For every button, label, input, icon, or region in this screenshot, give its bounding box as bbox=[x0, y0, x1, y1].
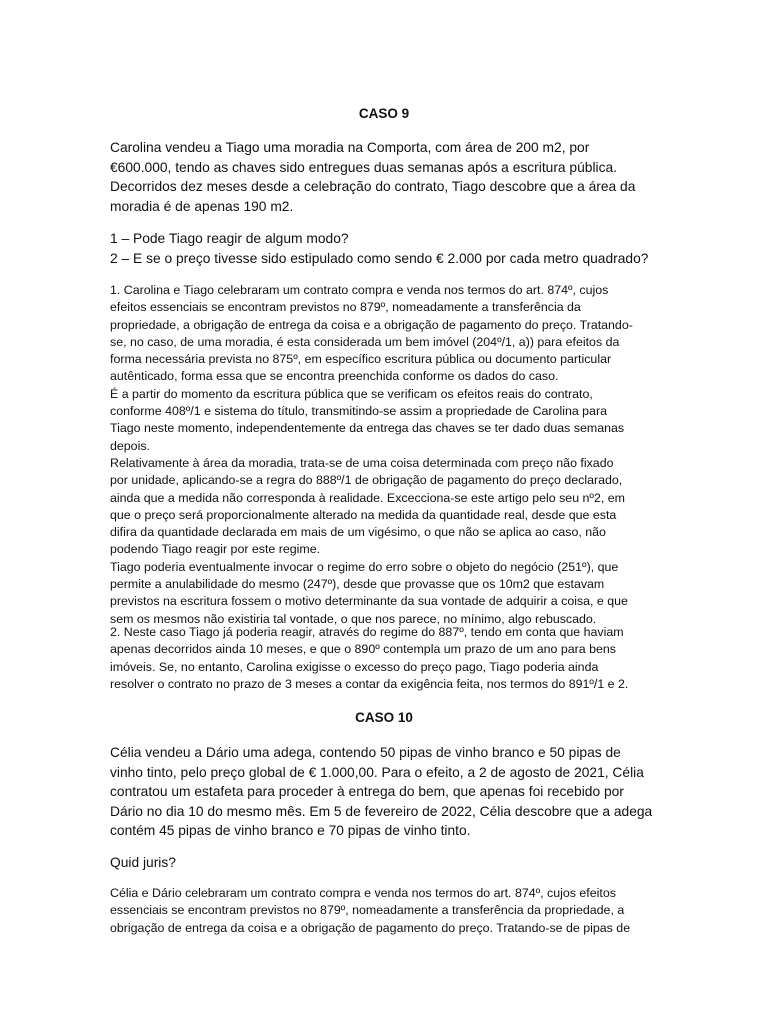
case-9-statement bbox=[110, 138, 670, 216]
text-line: moradia é de apenas 190 m2. bbox=[110, 198, 294, 214]
text-line: imóveis. Se, no entanto, Carolina exigisse o excesso do preço pago, Tiago poderia ainda bbox=[110, 659, 599, 674]
case-10-statement bbox=[110, 743, 670, 841]
case-9-title: CASO 9 bbox=[358, 106, 410, 121]
text-line: se, no caso, de uma moradia, é esta considerada um bem imóvel (204º/1, a)) para efeitos da bbox=[110, 334, 620, 349]
case-9-answer-1 bbox=[110, 282, 662, 628]
case-10-title: CASO 10 bbox=[355, 710, 413, 725]
text-line: Dário no dia 10 do mesmo mês. Em 5 de fevereiro de 2022, Célia descobre que a adega bbox=[110, 803, 653, 819]
text-line: vinho tinto, pelo preço global de € 1.000,00. Para o efeito, a 2 de agosto de 2021, Célia bbox=[110, 764, 644, 780]
text-line: Célia vendeu a Dário uma adega, contendo 50 pipas de vinho branco e 50 pipas de bbox=[110, 745, 621, 760]
text-line: Relativamente à área da moradia, trata-se de uma coisa determinada com preço não fixado bbox=[110, 455, 614, 470]
text-line: apenas decorridos ainda 10 meses, e que o 890º contempla um prazo de um ano para bens bbox=[110, 642, 616, 657]
text-line: Célia e Dário celebraram um contrato compra e venda nos termos do art. 874º, cujos efeitos bbox=[110, 886, 616, 900]
text-line: Decorridos dez meses desde a celebração do contrato, Tiago descobre que a área da bbox=[110, 179, 636, 194]
question-2: 2 – E se o preço tivesse sido estipulado como sendo € 2.000 por cada metro quadrado? bbox=[110, 250, 649, 266]
text-line: propriedade, a obrigação de entrega da coisa e a obrigação de pagamento do preço. Tratando- bbox=[110, 317, 633, 332]
text-line: autênticado, forma essa que se encontra preenchida conforme os dados do caso. bbox=[110, 369, 559, 384]
case-9-questions bbox=[110, 229, 670, 268]
text-line: conforme 408º/1 e sistema do título, transmitindo-se assim a propriedade de Carolina para bbox=[110, 404, 607, 419]
text-line: por unidade, aplicando-se a regra do 888º/1 de obrigação de pagamento do preço declarado, bbox=[110, 473, 623, 488]
text-line: €600.000, tendo as chaves sido entregues duas semanas após a escritura pública. bbox=[110, 159, 617, 175]
text-line: Carolina vendeu a Tiago uma moradia na Comporta, com área de 200 m2, por bbox=[110, 140, 590, 155]
text-line: Quid juris? bbox=[110, 855, 176, 870]
text-line: Tiago neste momento, independentemente da entrega das chaves se ter dado duas semanas bbox=[110, 421, 625, 436]
text-line: contratou um estafeta para proceder à entrega do bem, que apenas foi recebido por bbox=[110, 784, 624, 799]
text-line: podendo Tiago reagir por este regime. bbox=[110, 542, 321, 557]
case-10-answer bbox=[110, 885, 662, 937]
text-line: obrigação de entrega da coisa e a obrigação de pagamento do preço. Tratando-se de pipas de bbox=[110, 920, 631, 935]
text-line: forma necessária prevista no 875º, em específico escritura pública ou documento particular bbox=[110, 352, 612, 367]
text-line: contém 45 pipas de vinho branco e 70 pipas de vinho tinto. bbox=[110, 823, 471, 838]
text-line: depois. bbox=[110, 438, 150, 453]
text-line: difira da quantidade declarada em mais de um vigésimo, o que não se aplica ao caso, não bbox=[110, 525, 606, 540]
text-line: ainda que a medida não corresponda à realidade. Excecciona-se este artigo pelo seu nº2, em bbox=[110, 490, 625, 505]
text-line: 2. Neste caso Tiago já poderia reagir, através do regime do 887º, tendo em conta que haviam bbox=[110, 625, 624, 639]
text-line: permite a anulabilidade do mesmo (247º), desde que provasse que os 10m2 que estavam bbox=[110, 577, 605, 592]
text-line: 1. Carolina e Tiago celebraram um contrato compra e venda nos termos do art. 874º, cujos bbox=[110, 283, 609, 297]
text-line: resolver o contrato no prazo de 3 meses a contar da exigência feita, nos termos do 891º/1 e 2. bbox=[110, 676, 629, 691]
text-line: sem os mesmos não existiria tal vontade, o que nos parece, no mínimo, algo rebuscado. bbox=[110, 611, 597, 626]
text-line: Tiago poderia eventualmente invocar o regime do erro sobre o objeto do negócio (251º), que bbox=[110, 559, 619, 574]
case-10-question bbox=[110, 853, 670, 873]
question-1: 1 – Pode Tiago reagir de algum modo? bbox=[110, 231, 349, 246]
text-line: essenciais se encontram previstos no 879º, nomeadamente a transferência da propriedade, a bbox=[110, 903, 625, 918]
case-9-answer-2 bbox=[110, 624, 662, 693]
text-line: previstos na escritura fossem o motivo determinante da sua vontade de adquirir a coisa, e que bbox=[110, 594, 628, 609]
text-line: efeitos essenciais se encontram previstos no 879º, nomeadamente a transferência da bbox=[110, 300, 581, 315]
text-line: que o preço será proporcionalmente alterado na medida da quantidade real, desde que esta bbox=[110, 507, 617, 522]
text-line: É a partir do momento da escritura pública que se verificam os efeitos reais do contrato, bbox=[110, 386, 593, 401]
